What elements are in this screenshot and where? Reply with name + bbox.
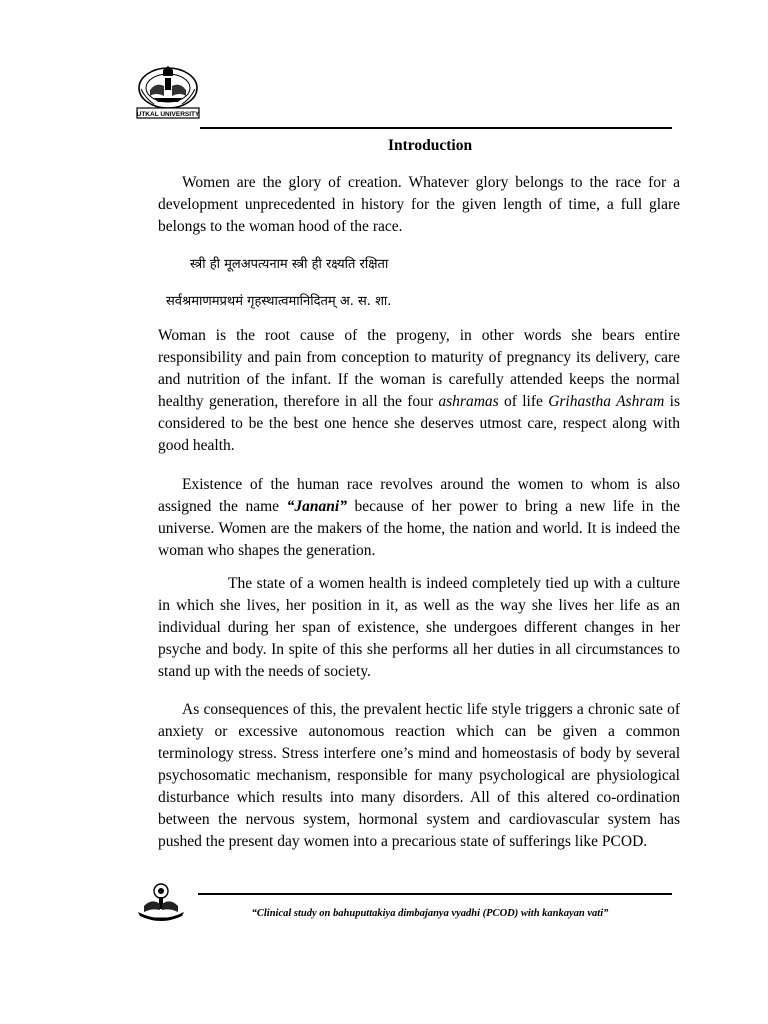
sanskrit-verse-2: सर्वश्रमाणमप्रथमं गृहस्थात्वमानिदितम् अ. स. शा.: [166, 294, 392, 309]
header-rule: [200, 127, 672, 129]
paragraph-4: [158, 573, 680, 683]
paragraph-3: [158, 474, 680, 562]
paragraph-text: Existence of the human race revolves around the women to whom is also assigned the name: [158, 476, 680, 515]
paragraph-text: because of her power to bring a new life in the universe. Women are the makers of the home, the nation and world. It is indeed the woman who shapes the generation.: [158, 498, 680, 559]
paragraph-text: The state of a women health is indeed completely tied up with a culture in which she lives, her position in it, as well as the way she lives her life as an individual during her span of existence, she undergoes different changes in her psyche and body. In spite of this she performs all her duties in all circumstances to stand up with the needs of society.: [158, 575, 680, 680]
page-title: Introduction: [387, 137, 473, 154]
university-seal-icon: [136, 64, 200, 120]
paragraph-text: Women are the glory of creation. Whatever glory belongs to the race for a development unprecedented in history for the given length of time, a full glare belongs to the woman hood of the race.: [158, 174, 680, 235]
term-ashramas: ashramas: [438, 393, 499, 410]
paragraph-text: Woman is the root cause of the progeny, in other words she bears entire responsibility and pain from conception to maturity of pregnancy its delivery, care and nutrition of the infant. If the woman is carefully attended keeps the normal healthy generation, therefore in all the four: [158, 327, 680, 410]
footer-caption: “Clinical study on bahuputtakiya dimbajanya vyadhi (PCOD) with kankayan vati”: [251, 908, 609, 919]
paragraph-text: of life: [498, 393, 549, 410]
footer-rule: [198, 893, 672, 895]
logo-text: UTKAL UNIVERSITY: [136, 111, 200, 118]
paragraph-1: [158, 172, 680, 238]
paragraph-5: [158, 699, 680, 853]
paragraph-2: [158, 325, 680, 457]
term-janani: “Janani”: [286, 498, 347, 515]
sanskrit-verse-1: स्त्री ही मूलअपत्यनाम स्त्री ही रक्ष्यति रक्षिता: [190, 257, 389, 272]
ayurveda-emblem-icon: [136, 882, 186, 922]
term-grihastha-ashram: Grihastha Ashram: [548, 393, 665, 410]
paragraph-text: As consequences of this, the prevalent hectic life style triggers a chronic sate of anxiety or excessive autonomous reaction which can be given a common terminology stress. Stress interfere one’s mind and homeostasis of body by several psychosomatic mechanism, responsible for many psychological are physiological disturbance which results into many disorders. All of this altered co-ordination between the nervous system, hormonal system and cardiovascular system has pushed the present day women into a precarious state of sufferings like PCOD.: [158, 701, 680, 850]
paragraph-text: is considered to be the best one hence she deserves utmost care, respect along with good health.: [158, 393, 680, 454]
